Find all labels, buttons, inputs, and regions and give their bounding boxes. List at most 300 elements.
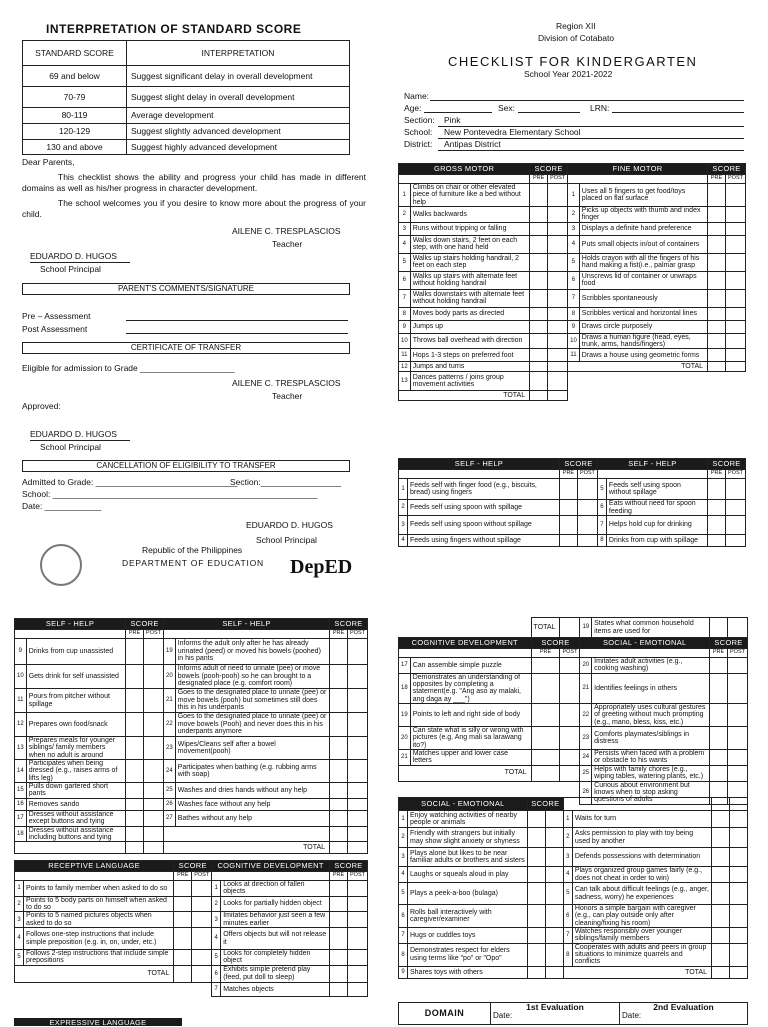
post-score-cell[interactable] xyxy=(548,253,568,271)
post-score-cell[interactable] xyxy=(548,320,568,333)
pre-score-cell[interactable] xyxy=(708,479,726,500)
pre-score-cell[interactable] xyxy=(712,811,730,828)
pre-score-cell[interactable] xyxy=(126,760,144,783)
pre-score-cell[interactable] xyxy=(527,943,545,966)
pre-total-cell[interactable] xyxy=(530,391,548,401)
post-score-cell[interactable] xyxy=(548,222,568,235)
score-header: SCORE xyxy=(126,619,164,630)
item-text: Draws a house using geometric forms xyxy=(579,349,707,362)
post-score-cell[interactable] xyxy=(730,811,748,828)
item-text: Goes to the designated place to urinate (pee) or move bowels (Pooh) and never does this in his underpants anymore xyxy=(175,713,329,737)
age-field[interactable] xyxy=(424,112,492,113)
post-score-cell[interactable] xyxy=(726,222,746,235)
pre-total-cell[interactable] xyxy=(174,965,192,982)
post-total-cell[interactable] xyxy=(548,391,568,401)
pre-score-cell[interactable] xyxy=(126,737,144,760)
item-number: 4 xyxy=(399,235,411,253)
post-score-cell[interactable] xyxy=(348,689,368,713)
pre-score-cell[interactable] xyxy=(174,896,192,912)
admitted-line[interactable]: Admitted to Grade: ______________________________ xyxy=(22,477,238,487)
post-score-cell[interactable] xyxy=(348,965,368,982)
pre-score-cell[interactable] xyxy=(710,765,728,781)
pre-score-cell[interactable] xyxy=(527,867,545,883)
post-score-cell[interactable] xyxy=(348,737,368,760)
pre-label: PRE xyxy=(559,470,577,479)
pre-score-cell[interactable] xyxy=(708,516,726,535)
post-total-cell[interactable] xyxy=(726,362,746,372)
post-score-cell[interactable] xyxy=(192,950,212,966)
item-text: Appropriately uses cultural gestures of greeting without much prompting (e.g., mano, bless, kiss, etc.) xyxy=(592,704,710,727)
age-label: Age: xyxy=(404,103,422,113)
pre-score-cell[interactable] xyxy=(330,639,348,665)
post-score-cell[interactable] xyxy=(726,349,746,362)
pre-score-cell[interactable] xyxy=(330,982,348,996)
post-score-cell[interactable] xyxy=(144,842,164,854)
pre-score-cell[interactable] xyxy=(531,658,560,674)
eligible-line[interactable]: Eligible for admission to Grade ____________________ xyxy=(22,363,235,373)
pre-score-cell[interactable] xyxy=(531,673,560,703)
pre-score-cell[interactable] xyxy=(712,828,730,848)
item-text: Goes to the designated place to urinate (pee) or move bowels (pooh) but sometimes still does this in his underpants xyxy=(175,689,329,713)
pre-score-cell[interactable] xyxy=(708,207,726,223)
post-total-cell[interactable] xyxy=(730,966,748,978)
domain-header: GROSS MOTOR xyxy=(399,164,530,175)
pre-score-cell[interactable] xyxy=(126,810,144,826)
pre-score-cell[interactable] xyxy=(710,727,728,750)
item-text: Walks up stairs with alternate feet without holding handrail xyxy=(410,271,529,289)
deped-full-label: DEPARTMENT OF EDUCATION xyxy=(122,558,264,568)
item-number: 7 xyxy=(212,982,221,996)
pre-total-cell[interactable] xyxy=(712,966,730,978)
post-score-cell[interactable] xyxy=(144,760,164,783)
pre-score-cell[interactable] xyxy=(530,235,548,253)
post-score-cell[interactable] xyxy=(348,826,368,842)
pre-score-cell[interactable] xyxy=(708,349,726,362)
pre-score-cell[interactable] xyxy=(330,760,348,783)
item-number: 23 xyxy=(164,737,176,760)
date-line[interactable]: Date: ____________ xyxy=(22,501,102,511)
pre-score-cell[interactable] xyxy=(126,798,144,810)
pre-score-cell[interactable] xyxy=(708,184,726,207)
pre-score-cell[interactable] xyxy=(531,727,560,750)
post-score-cell[interactable] xyxy=(545,943,563,966)
item-text: Dresses without assistance including buttons and tying xyxy=(26,826,125,842)
pre-score-cell[interactable] xyxy=(708,535,726,547)
post-score-cell[interactable] xyxy=(192,928,212,950)
post-score-cell[interactable] xyxy=(144,713,164,737)
pre-score-cell[interactable] xyxy=(527,966,545,978)
post-score-cell[interactable] xyxy=(730,905,748,928)
post-score-cell[interactable] xyxy=(348,783,368,799)
item-text: Feeds self using spoon without spillage xyxy=(606,479,707,500)
post-score-cell[interactable] xyxy=(192,912,212,928)
domain-header: SELF - HELP xyxy=(164,619,330,630)
post-score-cell[interactable] xyxy=(348,713,368,737)
post-score-cell[interactable] xyxy=(548,307,568,320)
post-score-cell[interactable] xyxy=(560,658,580,674)
post-assessment-line[interactable] xyxy=(126,333,348,334)
principal-role: School Principal xyxy=(40,264,101,274)
post-score-cell[interactable] xyxy=(144,665,164,689)
item-number: 10 xyxy=(399,333,411,349)
post-score-cell[interactable] xyxy=(545,867,563,883)
name-field[interactable] xyxy=(430,100,744,101)
pre-score-cell[interactable] xyxy=(530,333,548,349)
post-score-cell[interactable] xyxy=(348,798,368,810)
pre-score-cell[interactable] xyxy=(330,713,348,737)
item-text: Points to 5 body parts on himself when asked to do so xyxy=(24,896,174,912)
interpretation-text: Suggest slightly advanced development xyxy=(127,124,350,140)
item-text: Removes sando xyxy=(26,798,125,810)
item-text: Jumps and turns xyxy=(410,362,529,372)
post-score-cell[interactable] xyxy=(730,883,748,905)
post-score-cell[interactable] xyxy=(726,535,746,547)
post-score-cell[interactable] xyxy=(144,810,164,826)
item-number: 7 xyxy=(399,928,408,944)
pre-score-cell[interactable] xyxy=(530,362,548,372)
post-score-cell[interactable] xyxy=(545,811,563,828)
post-score-cell[interactable] xyxy=(144,639,164,665)
pre-score-cell[interactable] xyxy=(174,928,192,950)
post-score-cell[interactable] xyxy=(726,516,746,535)
pre-score-cell[interactable] xyxy=(530,253,548,271)
score-header: SCORE xyxy=(527,798,563,811)
pre-score-cell[interactable] xyxy=(530,372,548,391)
post-score-cell[interactable] xyxy=(728,727,748,750)
post-score-cell[interactable] xyxy=(548,333,568,349)
pre-score-cell[interactable] xyxy=(712,867,730,883)
item-number: 20 xyxy=(580,658,592,674)
pre-score-cell[interactable] xyxy=(531,750,560,766)
domain-header: RECEPTIVE LANGUAGE xyxy=(15,861,174,872)
score-header: SCORE xyxy=(530,164,568,175)
pre-score-cell[interactable] xyxy=(559,500,577,516)
pre-score-cell[interactable] xyxy=(126,665,144,689)
post-score-cell[interactable] xyxy=(560,750,580,766)
pre-score-cell[interactable] xyxy=(712,848,730,867)
post-score-cell[interactable] xyxy=(545,883,563,905)
post-label: POST xyxy=(726,175,746,184)
item-text: Comforts playmates/siblings in distress xyxy=(592,727,710,750)
item-number: 9 xyxy=(399,966,408,978)
item-text: Helps with family chores (e.g., wiping tables, watering plants, etc.) xyxy=(592,765,710,781)
pre-score-cell[interactable] xyxy=(530,349,548,362)
pre-score-cell[interactable] xyxy=(708,500,726,516)
item-number: 22 xyxy=(164,713,176,737)
item-number: 14 xyxy=(15,760,27,783)
post-score-cell[interactable] xyxy=(726,307,746,320)
post-score-cell[interactable] xyxy=(728,673,748,703)
post-score-cell[interactable] xyxy=(548,349,568,362)
post-score-cell[interactable] xyxy=(728,658,748,674)
section-line[interactable]: Section:_________________ xyxy=(230,477,342,487)
post-score-cell[interactable] xyxy=(548,372,568,391)
item-text: Walks up stairs holding handrail, 2 feet on each step xyxy=(410,253,529,271)
post-score-cell[interactable] xyxy=(726,184,746,207)
pre-total-cell[interactable] xyxy=(531,765,560,781)
post-score-cell[interactable] xyxy=(548,271,568,289)
post-score-cell[interactable] xyxy=(730,867,748,883)
item-number: 1 xyxy=(212,881,221,897)
post-score-cell[interactable] xyxy=(726,320,746,333)
item-text: Feeds self using spoon without spillage xyxy=(408,516,560,535)
item-text: Plays organized group games fairly (e.g., does not cheat in order to win) xyxy=(572,867,711,883)
pre-assessment-line[interactable] xyxy=(126,320,348,321)
pre-score-cell[interactable] xyxy=(527,848,545,867)
pre-score-cell[interactable] xyxy=(712,943,730,966)
item-number: 6 xyxy=(212,965,221,982)
pre-score-cell[interactable] xyxy=(174,912,192,928)
pre-score-cell[interactable] xyxy=(559,516,577,535)
pre-score-cell[interactable] xyxy=(330,826,348,842)
pre-score-cell[interactable] xyxy=(708,222,726,235)
post-score-cell[interactable] xyxy=(726,333,746,349)
post-score-cell[interactable] xyxy=(144,783,164,799)
post-score-cell[interactable] xyxy=(548,184,568,207)
school-line[interactable]: School: ________________________________________________________ xyxy=(22,489,318,499)
post-score-cell[interactable] xyxy=(730,828,748,848)
pre-score-cell[interactable] xyxy=(527,811,545,828)
pre-score-cell[interactable] xyxy=(530,271,548,289)
blank-cell xyxy=(15,982,212,996)
post-score-cell[interactable] xyxy=(560,727,580,750)
post-score-cell[interactable] xyxy=(728,750,748,766)
item-number: 7 xyxy=(597,516,606,535)
pre-score-cell[interactable] xyxy=(126,689,144,713)
post-score-cell[interactable] xyxy=(144,826,164,842)
post-score-cell[interactable] xyxy=(144,798,164,810)
post-score-cell[interactable] xyxy=(728,704,748,727)
pre-score-cell[interactable] xyxy=(559,479,577,500)
item-text: Dresses without assistance except buttons and tying xyxy=(26,810,125,826)
pre-score-cell[interactable] xyxy=(527,905,545,928)
pre-score-cell[interactable] xyxy=(712,798,730,811)
pre-score-cell[interactable] xyxy=(712,928,730,944)
pre-score-cell[interactable] xyxy=(530,184,548,207)
teacher-name: AILENE C. TRESPLASCIOS xyxy=(232,226,341,236)
pre-score-cell[interactable] xyxy=(710,704,728,727)
pre-score-cell[interactable] xyxy=(330,665,348,689)
post-score-cell[interactable] xyxy=(548,289,568,307)
teacher-role: Teacher xyxy=(272,239,303,249)
pre-score-cell[interactable] xyxy=(530,207,548,223)
item-text: Asks permission to play with toy being used by another xyxy=(572,828,711,848)
certificate-transfer-box: CERTIFICATE OF TRANSFER xyxy=(22,342,350,354)
sex-field[interactable] xyxy=(518,112,580,113)
post-score-cell[interactable] xyxy=(348,950,368,966)
item-number: 6 xyxy=(563,905,572,928)
pre-score-cell[interactable] xyxy=(708,253,726,271)
post-score-cell[interactable] xyxy=(348,881,368,897)
total-label: TOTAL xyxy=(531,618,560,638)
pre-score-cell[interactable] xyxy=(174,950,192,966)
item-number: 10 xyxy=(568,333,580,349)
pre-total-cell[interactable] xyxy=(708,362,726,372)
total-label: TOTAL xyxy=(568,362,708,372)
post-total-cell[interactable] xyxy=(348,842,368,854)
item-number: 6 xyxy=(597,500,606,516)
pre-score-cell[interactable] xyxy=(126,826,144,842)
item-number: 16 xyxy=(15,798,27,810)
pre-score-cell[interactable] xyxy=(530,222,548,235)
item-text: Drinks from cup with spillage xyxy=(606,535,707,547)
post-score-cell[interactable] xyxy=(730,928,748,944)
pre-score-cell[interactable] xyxy=(559,535,577,547)
pre-score-cell[interactable] xyxy=(710,618,728,638)
post-total-cell[interactable] xyxy=(560,765,580,781)
pre-score-cell[interactable] xyxy=(330,689,348,713)
post-total-cell[interactable] xyxy=(192,965,212,982)
section-field[interactable]: Pink xyxy=(438,115,744,127)
pre-score-cell[interactable] xyxy=(708,320,726,333)
post-label: POST xyxy=(348,630,368,639)
post-score-cell[interactable] xyxy=(577,516,597,535)
item-text: Persists when faced with a problem or obstacle to his wants xyxy=(592,750,710,766)
pre-score-cell[interactable] xyxy=(530,307,548,320)
item-text: Informs the adult only after he has already urinated (peed) or moved his bowels (poohed) in his pants xyxy=(175,639,329,665)
pre-total-cell[interactable] xyxy=(560,618,580,638)
pre-score-cell[interactable] xyxy=(708,235,726,253)
post-score-cell[interactable] xyxy=(144,689,164,713)
item-text: Runs without tripping or falling xyxy=(410,222,529,235)
pre-score-cell[interactable] xyxy=(330,896,348,912)
item-number: 4 xyxy=(563,867,572,883)
post-score-cell[interactable] xyxy=(348,896,368,912)
post-score-cell[interactable] xyxy=(545,905,563,928)
post-score-cell[interactable] xyxy=(192,881,212,897)
score-range: 120-129 xyxy=(23,124,127,140)
post-score-cell[interactable] xyxy=(548,235,568,253)
post-score-cell[interactable] xyxy=(726,500,746,516)
post-score-cell[interactable] xyxy=(577,535,597,547)
post-score-cell[interactable] xyxy=(728,765,748,781)
cognitive-social-table xyxy=(398,617,748,805)
post-score-cell[interactable] xyxy=(726,289,746,307)
post-score-cell[interactable] xyxy=(728,618,748,638)
item-text: Points to family member when asked to do so xyxy=(24,881,174,897)
item-number: 5 xyxy=(563,883,572,905)
post-score-cell[interactable] xyxy=(577,500,597,516)
item-number: 7 xyxy=(563,928,572,944)
pre-score-cell[interactable] xyxy=(710,750,728,766)
item-text: Displays a definite hand preference xyxy=(579,222,707,235)
pre-score-cell[interactable] xyxy=(531,704,560,727)
pre-score-cell[interactable] xyxy=(530,289,548,307)
district-label: District: xyxy=(404,139,433,149)
item-number: 2 xyxy=(399,207,411,223)
pre-score-cell[interactable] xyxy=(712,883,730,905)
post-score-cell[interactable] xyxy=(726,235,746,253)
first-eval-date[interactable]: Date: xyxy=(493,1010,513,1020)
item-number: 5 xyxy=(399,883,408,905)
pre-score-cell[interactable] xyxy=(527,828,545,848)
pre-score-cell[interactable] xyxy=(330,798,348,810)
pre-score-cell[interactable] xyxy=(330,928,348,950)
pre-score-cell[interactable] xyxy=(710,658,728,674)
pre-score-cell[interactable] xyxy=(126,713,144,737)
post-score-cell[interactable] xyxy=(545,928,563,944)
post-score-cell[interactable] xyxy=(192,896,212,912)
pre-score-cell[interactable] xyxy=(330,881,348,897)
post-score-cell[interactable] xyxy=(548,207,568,223)
post-score-cell[interactable] xyxy=(348,810,368,826)
interpretation-text: Suggest highly advanced development xyxy=(127,140,350,155)
pre-score-cell[interactable] xyxy=(530,320,548,333)
post-score-cell[interactable] xyxy=(348,665,368,689)
district-field[interactable]: Antipas District xyxy=(438,139,744,151)
pre-score-cell[interactable] xyxy=(330,737,348,760)
pre-score-cell[interactable] xyxy=(330,810,348,826)
pre-score-cell[interactable] xyxy=(126,842,144,854)
item-number: 6 xyxy=(399,271,411,289)
post-score-cell[interactable] xyxy=(730,943,748,966)
score-header: SCORE xyxy=(330,619,368,630)
item-text: Honors a simple bargain with caregiver (e.g., can play outside only after cleaning/fixing his room) xyxy=(572,905,711,928)
post-score-cell[interactable] xyxy=(348,639,368,665)
paragraph-1: This checklist shows the ability and progress your child has made in different domains as well as his/her progress in character development. xyxy=(22,172,366,194)
second-eval-date[interactable]: Date: xyxy=(622,1010,642,1020)
cancellation-box: CANCELLATION OF ELIGIBILITY TO TRANSFER xyxy=(22,460,350,472)
item-number: 26 xyxy=(580,781,592,804)
post-score-cell[interactable] xyxy=(726,207,746,223)
post-score-cell[interactable] xyxy=(726,253,746,271)
pre-label: PRE xyxy=(708,470,726,479)
post-score-cell[interactable] xyxy=(560,673,580,703)
item-text: States what common household items are used for xyxy=(592,618,710,638)
post-score-cell[interactable] xyxy=(348,928,368,950)
pre-score-cell[interactable] xyxy=(708,271,726,289)
pre-score-cell[interactable] xyxy=(126,639,144,665)
post-score-cell[interactable] xyxy=(545,966,563,978)
post-score-cell[interactable] xyxy=(348,912,368,928)
post-score-cell[interactable] xyxy=(144,737,164,760)
post-score-cell[interactable] xyxy=(560,704,580,727)
pre-total-cell[interactable] xyxy=(330,842,348,854)
item-text: Friendly with strangers but initially may show slight anxiety or shyness xyxy=(408,828,528,848)
lrn-field[interactable] xyxy=(612,112,744,113)
post-score-cell[interactable] xyxy=(726,271,746,289)
item-text: Shares toys with others xyxy=(408,966,528,978)
pre-score-cell[interactable] xyxy=(708,289,726,307)
pre-score-cell[interactable] xyxy=(330,783,348,799)
post-score-cell[interactable] xyxy=(730,848,748,867)
pre-score-cell[interactable] xyxy=(126,783,144,799)
pre-score-cell[interactable] xyxy=(527,883,545,905)
post-score-cell[interactable] xyxy=(545,828,563,848)
pre-score-cell[interactable] xyxy=(330,965,348,982)
item-number: 11 xyxy=(568,349,580,362)
post-score-cell[interactable] xyxy=(548,362,568,372)
item-number: 3 xyxy=(212,912,221,928)
pre-score-cell[interactable] xyxy=(710,673,728,703)
post-score-cell[interactable] xyxy=(348,760,368,783)
post-score-cell[interactable] xyxy=(730,798,748,811)
post-score-cell[interactable] xyxy=(726,479,746,500)
post-score-cell[interactable] xyxy=(577,479,597,500)
pre-score-cell[interactable] xyxy=(330,912,348,928)
post-score-cell[interactable] xyxy=(545,848,563,867)
domain-header: COGNITIVE DEVELOPMENT xyxy=(212,861,330,872)
pre-score-cell[interactable] xyxy=(708,333,726,349)
pre-score-cell[interactable] xyxy=(708,307,726,320)
pre-score-cell[interactable] xyxy=(174,881,192,897)
school-field[interactable]: New Pontevedra Elementary School xyxy=(438,127,744,139)
pre-score-cell[interactable] xyxy=(712,905,730,928)
post-score-cell[interactable] xyxy=(348,982,368,996)
interpretation-title: INTERPRETATION OF STANDARD SCORE xyxy=(46,22,302,36)
pre-score-cell[interactable] xyxy=(527,928,545,944)
pre-score-cell[interactable] xyxy=(330,950,348,966)
